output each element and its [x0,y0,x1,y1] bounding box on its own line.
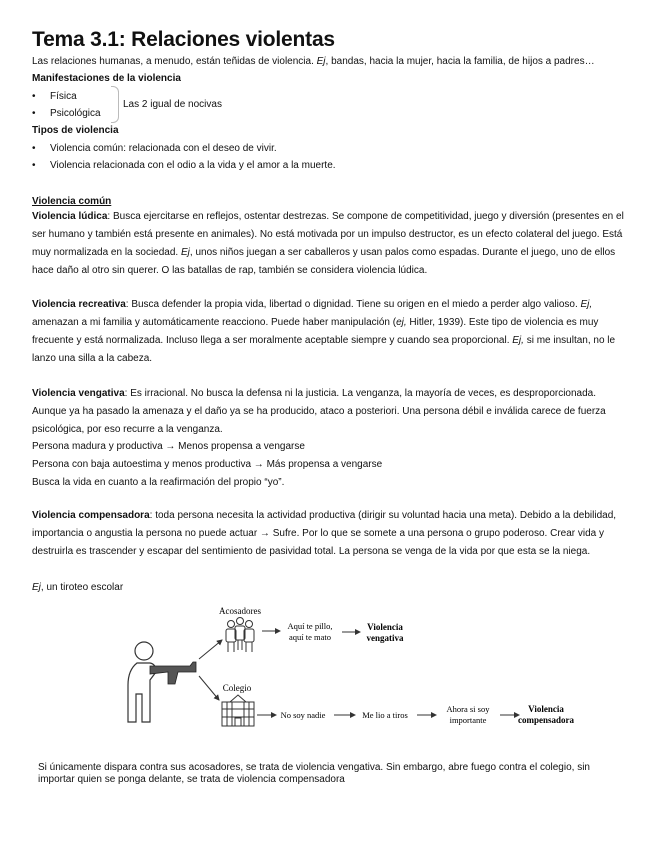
bullet-icon: • [32,91,36,102]
list-item-comun: Violencia común: relacionada con el deseo de vivir. [50,143,277,154]
flow-no-soy-nadie: No soy nadie [280,710,326,720]
vengativa-line-baja-autoestima: Persona con baja autoestima y menos productiva → Más propensa a vengarse [32,459,383,470]
section-heading-violencia-comun: Violencia común [32,196,112,207]
term-ludica: Violencia lúdica [32,211,108,222]
example-tiroteo: Ej, un tiroteo escolar [32,582,124,593]
result-vengativa-label: vengativa [366,633,404,643]
intro-paragraph: Las relaciones humanas, a menudo, están teñidas de violencia. Ej, bandas, hacia la mujer, hacia la familia, de hijos a padres… [32,56,595,67]
term-compensadora: Violencia compensadora [32,510,150,521]
vengativa-line-yo: Busca la vida en cuanto a la reafirmación del propio “yo”. [32,477,285,488]
list-item-odio: Violencia relacionada con el odio a la vida y el amor a la muerte. [50,160,336,171]
tipos-heading: Tipos de violencia [32,125,119,136]
list-item-psicologica: Psicológica [50,108,101,119]
flow-importante: importante [449,715,487,725]
acosadores-label: Acosadores [219,606,261,616]
bullies-group-icon [226,618,254,653]
term-vengativa: Violencia vengativa [32,388,125,399]
paragraph-vengativa: Violencia vengativa: Es irracional. No busca la defensa ni la justicia. La venganza, la mayoría de veces, es desproporcionada. Aunque ya ha pasado la amenaza y el daño ya se ha producido, ataco a posteriori. Una persona débil e inválida carece de fuerza psicológica, por eso recurre a la venganza. [32,388,606,435]
result-violencia-label: Violencia [367,622,403,632]
term-recreativa: Violencia recreativa [32,299,126,310]
school-building-icon [222,695,254,726]
list-item-fisica: Física [50,91,77,102]
result-compensadora-label: compensadora [518,715,574,725]
flow-aqui-te-pillo: Aquí te pillo, [287,621,333,631]
vengativa-line-madura: Persona madura y productiva → Menos propensa a vengarse [32,441,305,452]
paragraph-recreativa: Violencia recreativa: Busca defender la propia vida, libertad o dignidad. Tiene su origen en el miedo a perder algo valioso. Ej, amenazan a mi familia y automáticamente reacciono. Puede haber manipulación (ej, Hitler, 1939). Este tipo de violencia es muy frecuente y está normalizada. Incluso llega a ser moralmente aceptable siempre y cuando sea proporcional. Ej, si me insultan, no le lanzo una silla a la cabeza. [32,299,616,364]
shooter-figure-icon [128,642,156,722]
bracket-note: Las 2 igual de nocivas [123,99,222,110]
bullet-icon: • [32,160,36,171]
manifestaciones-heading: Manifestaciones de la violencia [32,73,181,84]
colegio-label: Colegio [222,683,252,693]
gun-icon [150,662,196,684]
flow-aqui-te-mato: aquí te mato [288,632,332,642]
flow-me-lio-a-tiros: Me lio a tiros [362,710,408,720]
closing-note: Si únicamente dispara contra sus acosadores, se trata de violencia vengativa. Sin embargo, abre fuego contra el colegio, sin importar quien se ponga delante, se trata de violencia compensadora [38,762,590,785]
flow-ahora-si-soy: Ahora si soy [446,704,490,714]
page-title: Tema 3.1: Relaciones violentas [32,28,335,51]
bullet-icon: • [32,143,36,154]
paragraph-compensadora: Violencia compensadora: toda persona necesita la actividad productiva (dirigir su voluntad hacia una meta). Debido a la debilidad, importancia o angustia la persona no puede actuar → Sufre. Por lo que se somete a una persona o grupo poderoso. Crear vida y destruirla es trascender y escapar del sentimiento de pasividad total. La persona se venga de la vida por que esta se la niega. [32,510,617,557]
bullet-icon: • [32,108,36,119]
paragraph-ludica: Violencia lúdica: Busca ejercitarse en reflejos, ostentar destrezas. Se compone de competitividad, juego y diversión (presentes en el ser humano y también está presente en animales). No está motivada por un impulso destructor, es un efecto colateral del juego. Está muy normalizada en la sociedad. Ej, unos niños juegan a ser caballeros y usan palos como espadas. Durante el juego, uno de ellos hace daño al otro sin querer. O las batallas de rap, también se considera violencia lúdica. [32,211,624,276]
result-violencia-label-2: Violencia [528,704,564,714]
